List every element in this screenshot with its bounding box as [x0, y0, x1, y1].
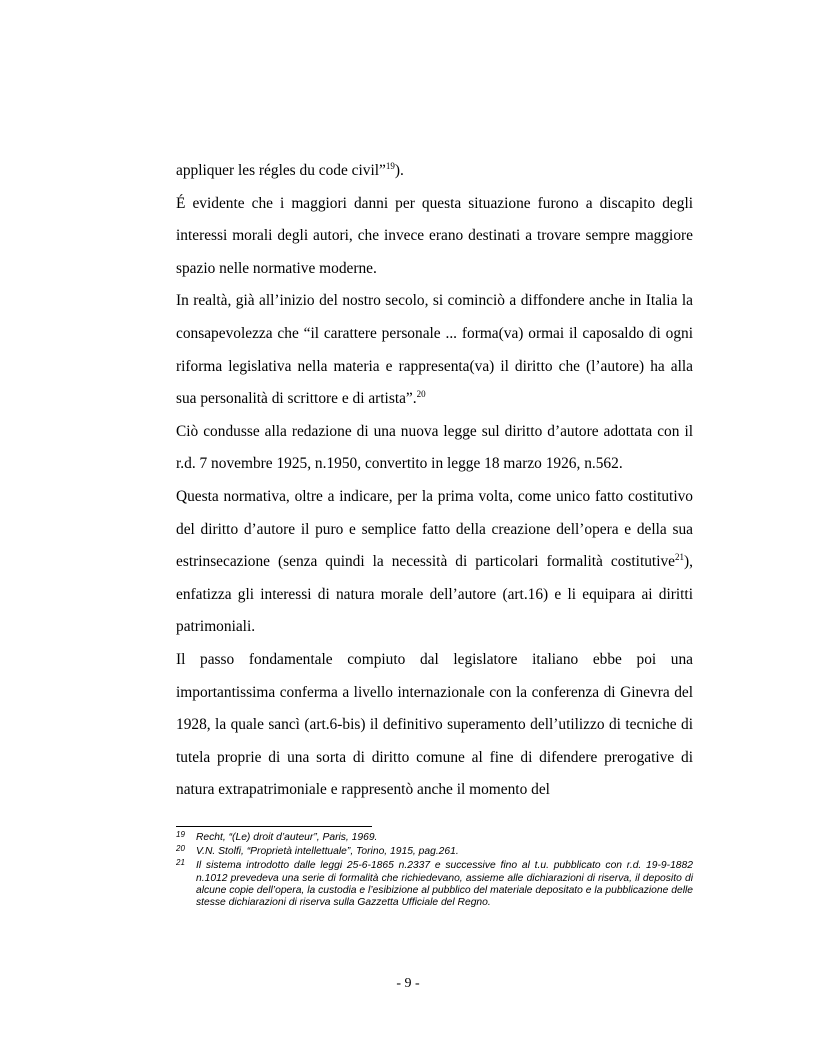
body-text — [176, 155, 693, 807]
footnote-ref-19: 19 — [385, 160, 395, 171]
paragraph-2: É evidente che i maggiori danni per questa situazione furono a discapito degli interessi morali degli autori, che invece erano destinati a trovare sempre maggiore spazio nelle normative moderne. — [176, 194, 693, 277]
footnote-text: Recht, “(Le) droit d’auteur”, Paris, 1969. — [196, 832, 378, 843]
footnote-number: 21 — [176, 858, 185, 868]
footnotes — [176, 832, 693, 911]
footnote-number: 19 — [176, 830, 185, 839]
paragraph-6: Il passo fondamentale compiuto dal legislatore italiano ebbe poi una importantissima conferma a livello internazionale con la conferenza di Ginevra del 1928, la quale sancì (art.6-bis) il definitivo superamento dell’utilizzo di tecniche di tutela proprie di una sorta di diritto comune al fine di difendere prerogative di natura extrapatrimoniale e rappresentò anche il momento del — [176, 650, 693, 799]
footnote-separator — [176, 826, 372, 827]
paragraph-3: In realtà, già all’inizio del nostro secolo, si cominciò a diffondere anche in Italia la consapevolezza che “il carattere personale ... forma(va) ormai il caposaldo di ogni riforma legislativa nella materia e rappresenta(va) il diritto che (l’autore) ha alla sua personalità di scrittore e di artista”.$^{20}$ — [176, 292, 693, 408]
paragraph-5: Questa normativa, oltre a indicare, per la prima volta, come unico fatto costitutivo del diritto d’autore il puro e semplice fatto della creazione dell’opera e della sua estrinsecazione (senza quindi la necessità di particolari formalità costitutive$^{21}$), enfatizza gli interessi di natura morale dell’autore (art.16) e li equipara ai diritti patrimoniali. — [176, 487, 693, 636]
footnote-text: V.N. Stolfi, “Proprietà intellettuale”, Torino, 1915, pag.261. — [196, 846, 459, 858]
page-number: - 9 - — [396, 976, 420, 991]
paragraph-4: Ciò condusse alla redazione di una nuova legge sul diritto d’autore adottata con il r.d. 7 novembre 1925, n.1950, convertito in legge 18 marzo 1926, n.562. — [176, 422, 693, 473]
footnote-19 — [176, 832, 693, 844]
paragraph-1: appliquer les régles du code civil”$^{19}$). — [176, 160, 404, 179]
footnote-ref-21: 21 — [675, 552, 685, 562]
footnote-20 — [176, 846, 693, 858]
footnote-ref-20: 20 — [416, 389, 426, 400]
footnote-text: Il sistema introdotto dalle leggi 25-6-1865 n.2337 e successive fino al t.u. pubblicato con r.d. 19-9-1882 n.1012 prevedeva una serie di formalità che richiedevano, assieme alle dichiarazioni di riserva, il deposito di alcune copie dell’opera, la custodia e l’esibizione al pubblico del materiale depositato e la pubblicazione delle stesse dichiarazioni di riserva sulla Gazzetta Ufficiale del Regno. — [196, 860, 693, 909]
footnote-21 — [176, 860, 693, 909]
footnote-number: 20 — [176, 844, 185, 854]
